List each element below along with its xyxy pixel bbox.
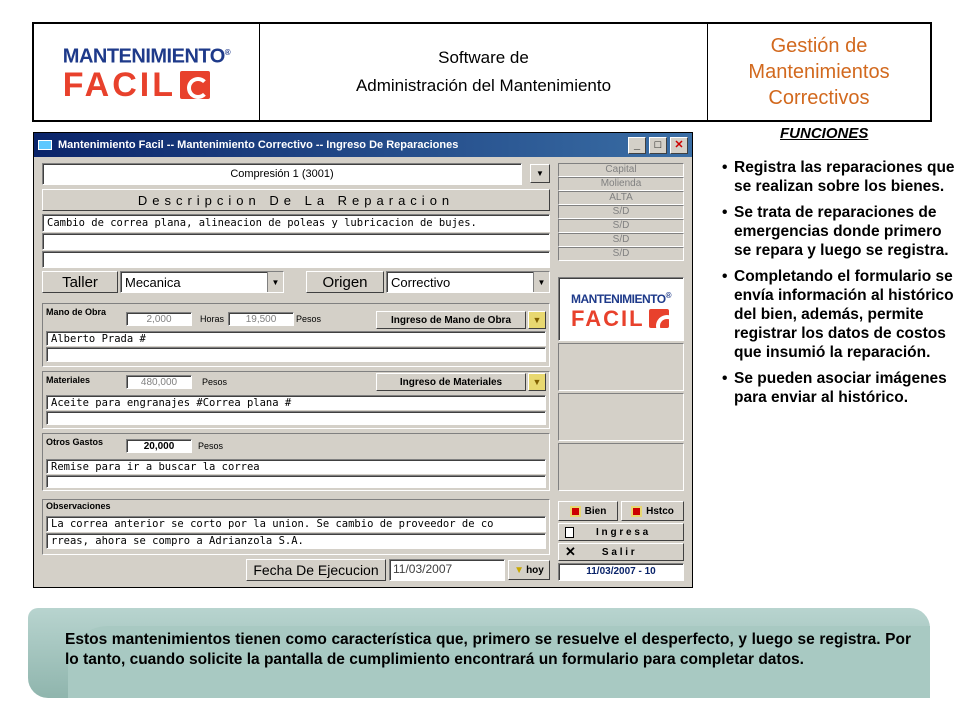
asset-image-panel[interactable] (558, 277, 684, 341)
asset-dropdown-button[interactable] (530, 164, 550, 183)
materiales-label: Materiales (46, 375, 91, 385)
window-client (34, 157, 692, 587)
minimize-button[interactable] (628, 137, 646, 154)
image-slot-2[interactable] (558, 343, 684, 391)
mano-obra-expand-button[interactable] (528, 311, 546, 329)
otros-gastos-pesos[interactable]: 20,000 (126, 439, 192, 453)
header-middle-cell (260, 24, 708, 120)
taller-combo-value: Mecanica (125, 274, 181, 290)
asset-info-item: S/D (558, 247, 684, 261)
bottom-banner-text: Estos mantenimientos tienen como característica que, primero se resuelve el desperfecto, y luego se registra. Por lo tanto, cuando solicite la pantalla de cumplimiento encontrará un formulario para completar datos. (65, 631, 911, 668)
header-right-line2: Mantenimientos (748, 61, 890, 83)
maximize-button[interactable] (649, 137, 667, 154)
taller-combo[interactable] (120, 271, 284, 293)
mano-obra-hours-unit: Horas (200, 314, 225, 324)
arrow-down-icon: ▼ (532, 315, 542, 325)
mano-obra-text[interactable]: Alberto Prada # (46, 331, 546, 346)
mano-obra-hours[interactable]: 2,000 (126, 312, 192, 326)
mano-obra-pesos-unit: Pesos (296, 314, 322, 324)
fecha-ejecucion-input[interactable]: 11/03/2007 (389, 559, 505, 581)
company-logo: MANTENIMIENTO® FACIL (62, 45, 231, 104)
logo-mark-icon (649, 309, 669, 328)
close-x-icon: ✕ (565, 544, 576, 559)
hstco-button-label: Hstco (646, 505, 674, 517)
ingreso-materiales-button[interactable]: Ingreso de Materiales (376, 373, 526, 391)
mano-obra-text-2[interactable] (46, 347, 546, 362)
mano-obra-label: Mano de Obra (46, 307, 107, 317)
asset-info-item: Capital (558, 163, 684, 177)
header-middle-line1: Software de (438, 48, 529, 67)
description-line-3[interactable] (42, 251, 550, 268)
image-slot-3[interactable] (558, 393, 684, 441)
chevron-down-icon: ▼ (536, 169, 544, 178)
asset-info-item: S/D (558, 219, 684, 233)
window-app-icon (38, 140, 52, 150)
maximize-icon: □ (654, 138, 662, 151)
bien-button[interactable] (558, 501, 618, 521)
close-icon: ✕ (674, 138, 684, 151)
bien-icon (570, 506, 581, 517)
materiales-text-2[interactable] (46, 411, 546, 425)
materiales-pesos-unit: Pesos (202, 377, 228, 387)
asset-info-item: ALTA (558, 191, 684, 205)
salir-button[interactable] (558, 543, 684, 561)
panel-logo-top-text: MANTENIMIENTO (570, 291, 666, 306)
description-line-2[interactable] (42, 233, 550, 250)
window-titlebar[interactable] (34, 133, 692, 157)
arrow-down-icon: ▼ (514, 564, 525, 576)
document-icon (565, 527, 574, 538)
salir-button-label: S a l i r (601, 546, 635, 558)
observaciones-line-1[interactable]: La correa anterior se corto por la union. Se cambio de proveedor de co (46, 516, 546, 532)
asset-info-item: Molienda (558, 177, 684, 191)
description-line-1[interactable]: Cambio de correa plana, alineacion de poleas y lubricacion de bujes. (42, 214, 550, 232)
otros-gastos-label: Otros Gastos (46, 437, 104, 447)
minimize-icon: _ (633, 138, 641, 151)
funciones-item: • Registra las reparaciones que se realizan sobre los bienes. (722, 158, 958, 196)
funciones-list (722, 158, 958, 414)
hoy-button-label: hoy (526, 564, 544, 576)
asset-combo[interactable] (42, 163, 522, 185)
header-right-line1: Gestión de (770, 35, 868, 57)
logo-mark-icon (180, 71, 210, 99)
status-date-display: 11/03/2007 - 10 (558, 563, 684, 581)
asset-combo-value: Compresión 1 (3001) (230, 168, 334, 180)
origen-combo-value: Correctivo (391, 274, 451, 290)
header-logo-cell (34, 24, 260, 120)
materiales-pesos[interactable]: 480,000 (126, 375, 192, 389)
window-title: Mantenimiento Facil -- Mantenimiento Correctivo -- Ingreso De Reparaciones (58, 139, 459, 151)
logo-bottom-text: FACIL (62, 65, 176, 104)
otros-gastos-text-2[interactable] (46, 475, 546, 488)
origen-combo[interactable] (386, 271, 550, 293)
materiales-expand-button[interactable] (528, 373, 546, 391)
funciones-title: FUNCIONES (780, 125, 869, 142)
historico-icon (631, 506, 642, 517)
header-table (32, 22, 932, 122)
image-slot-4[interactable] (558, 443, 684, 491)
materiales-text[interactable]: Aceite para engranajes #Correa plana # (46, 395, 546, 410)
origen-label: Origen (306, 271, 384, 293)
header-right-line3: Correctivos (768, 87, 870, 109)
otros-gastos-text[interactable]: Remise para ir a buscar la correa (46, 459, 546, 474)
otros-gastos-pesos-unit: Pesos (198, 441, 224, 451)
ingresa-button[interactable] (558, 523, 684, 541)
funciones-item: • Se trata de reparaciones de emergencias donde primero se repara y luego se registra. (722, 203, 958, 260)
asset-info-list (558, 163, 684, 261)
close-button[interactable] (670, 137, 688, 154)
description-heading: Descripcion De La Reparacion (42, 189, 550, 211)
bien-button-label: Bien (584, 505, 607, 517)
asset-info-item: S/D (558, 205, 684, 219)
funciones-item: • Se pueden asociar imágenes para enviar al histórico. (722, 369, 958, 407)
image-panel-logo: MANTENIMIENTO® FACIL (570, 290, 671, 331)
arrow-down-icon: ▼ (532, 377, 542, 387)
chevron-down-icon[interactable]: ▼ (533, 272, 549, 292)
hoy-button[interactable] (508, 560, 550, 580)
mano-obra-pesos[interactable]: 19,500 (228, 312, 294, 326)
header-right-cell (708, 24, 930, 120)
panel-logo-bottom-text: FACIL (570, 305, 645, 331)
header-middle-line2: Administración del Mantenimiento (355, 76, 612, 95)
taller-label: Taller (42, 271, 118, 293)
asset-info-item: S/D (558, 233, 684, 247)
ingreso-mano-obra-button[interactable]: Ingreso de Mano de Obra (376, 311, 526, 329)
app-window (33, 132, 693, 588)
hstco-button[interactable] (621, 501, 684, 521)
observaciones-line-2[interactable]: rreas, ahora se compro a Adrianzola S.A. (46, 533, 546, 549)
ingresa-button-label: I n g r e s a (596, 526, 649, 538)
logo-top-text: MANTENIMIENTO (62, 45, 225, 68)
chevron-down-icon[interactable]: ▼ (267, 272, 283, 292)
fecha-ejecucion-label: Fecha De Ejecucion (246, 559, 386, 581)
observaciones-label: Observaciones (46, 501, 111, 511)
funciones-item: • Completando el formulario se envía información al histórico del bien, además, permite registrar los datos de costos que insumió la reparación. (722, 267, 958, 362)
